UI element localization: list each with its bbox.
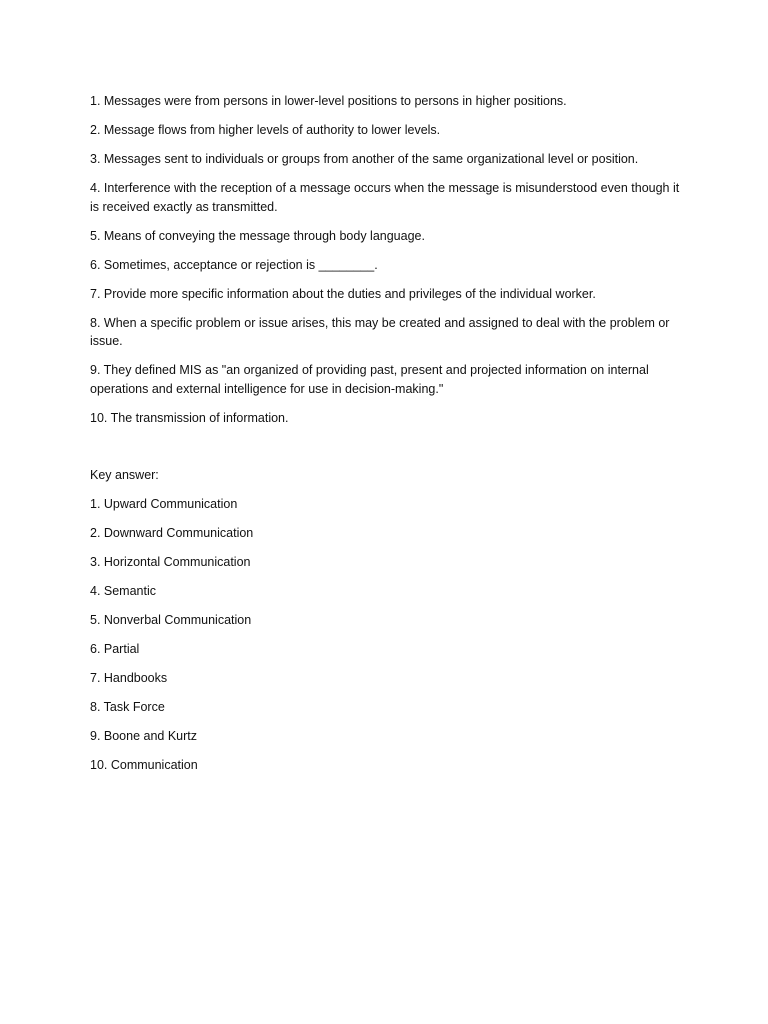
answer-item: 7. Handbooks [90, 670, 168, 685]
answer-item: 2. Downward Communication [90, 525, 254, 540]
question-item: 2. Message flows from higher levels of authority to lower levels. [90, 123, 441, 137]
answer-item: 1. Upward Communication [90, 496, 238, 511]
answer-item: 10. Communication [90, 757, 198, 772]
question-item: 3. Messages sent to individuals or groups from another of the same organizational level or position. [90, 152, 639, 166]
key-answer-heading: Key answer: [90, 467, 159, 482]
answer-item: 4. Semantic [90, 583, 157, 598]
answer-item: 8. Task Force [90, 699, 165, 714]
answer-item: 5. Nonverbal Communication [90, 612, 252, 627]
key-answer-section [90, 466, 690, 775]
answer-item: 6. Partial [90, 641, 140, 656]
question-item: 1. Messages were from persons in lower-level positions to persons in higher positions. [90, 94, 567, 108]
question-item: 9. They defined MIS as "an organized of providing past, present and projected information on internal operations and external intelligence for use in decision-making." [90, 363, 649, 396]
section-spacer [90, 438, 690, 466]
answer-item: 3. Horizontal Communication [90, 554, 251, 569]
questions-list [90, 92, 690, 427]
answer-item: 9. Boone and Kurtz [90, 728, 198, 743]
question-item: 7. Provide more specific information about the duties and privileges of the individual worker. [90, 286, 596, 301]
question-item: 4. Interference with the reception of a message occurs when the message is misunderstood even though it is received exactly as transmitted. [90, 181, 680, 214]
question-item: 10. The transmission of information. [90, 410, 289, 425]
question-item: 5. Means of conveying the message through body language. [90, 228, 425, 243]
question-item: 8. When a specific problem or issue arises, this may be created and assigned to deal with the problem or issue. [90, 315, 670, 348]
question-item: 6. Sometimes, acceptance or rejection is ________. [90, 257, 378, 272]
document-page [90, 92, 690, 785]
